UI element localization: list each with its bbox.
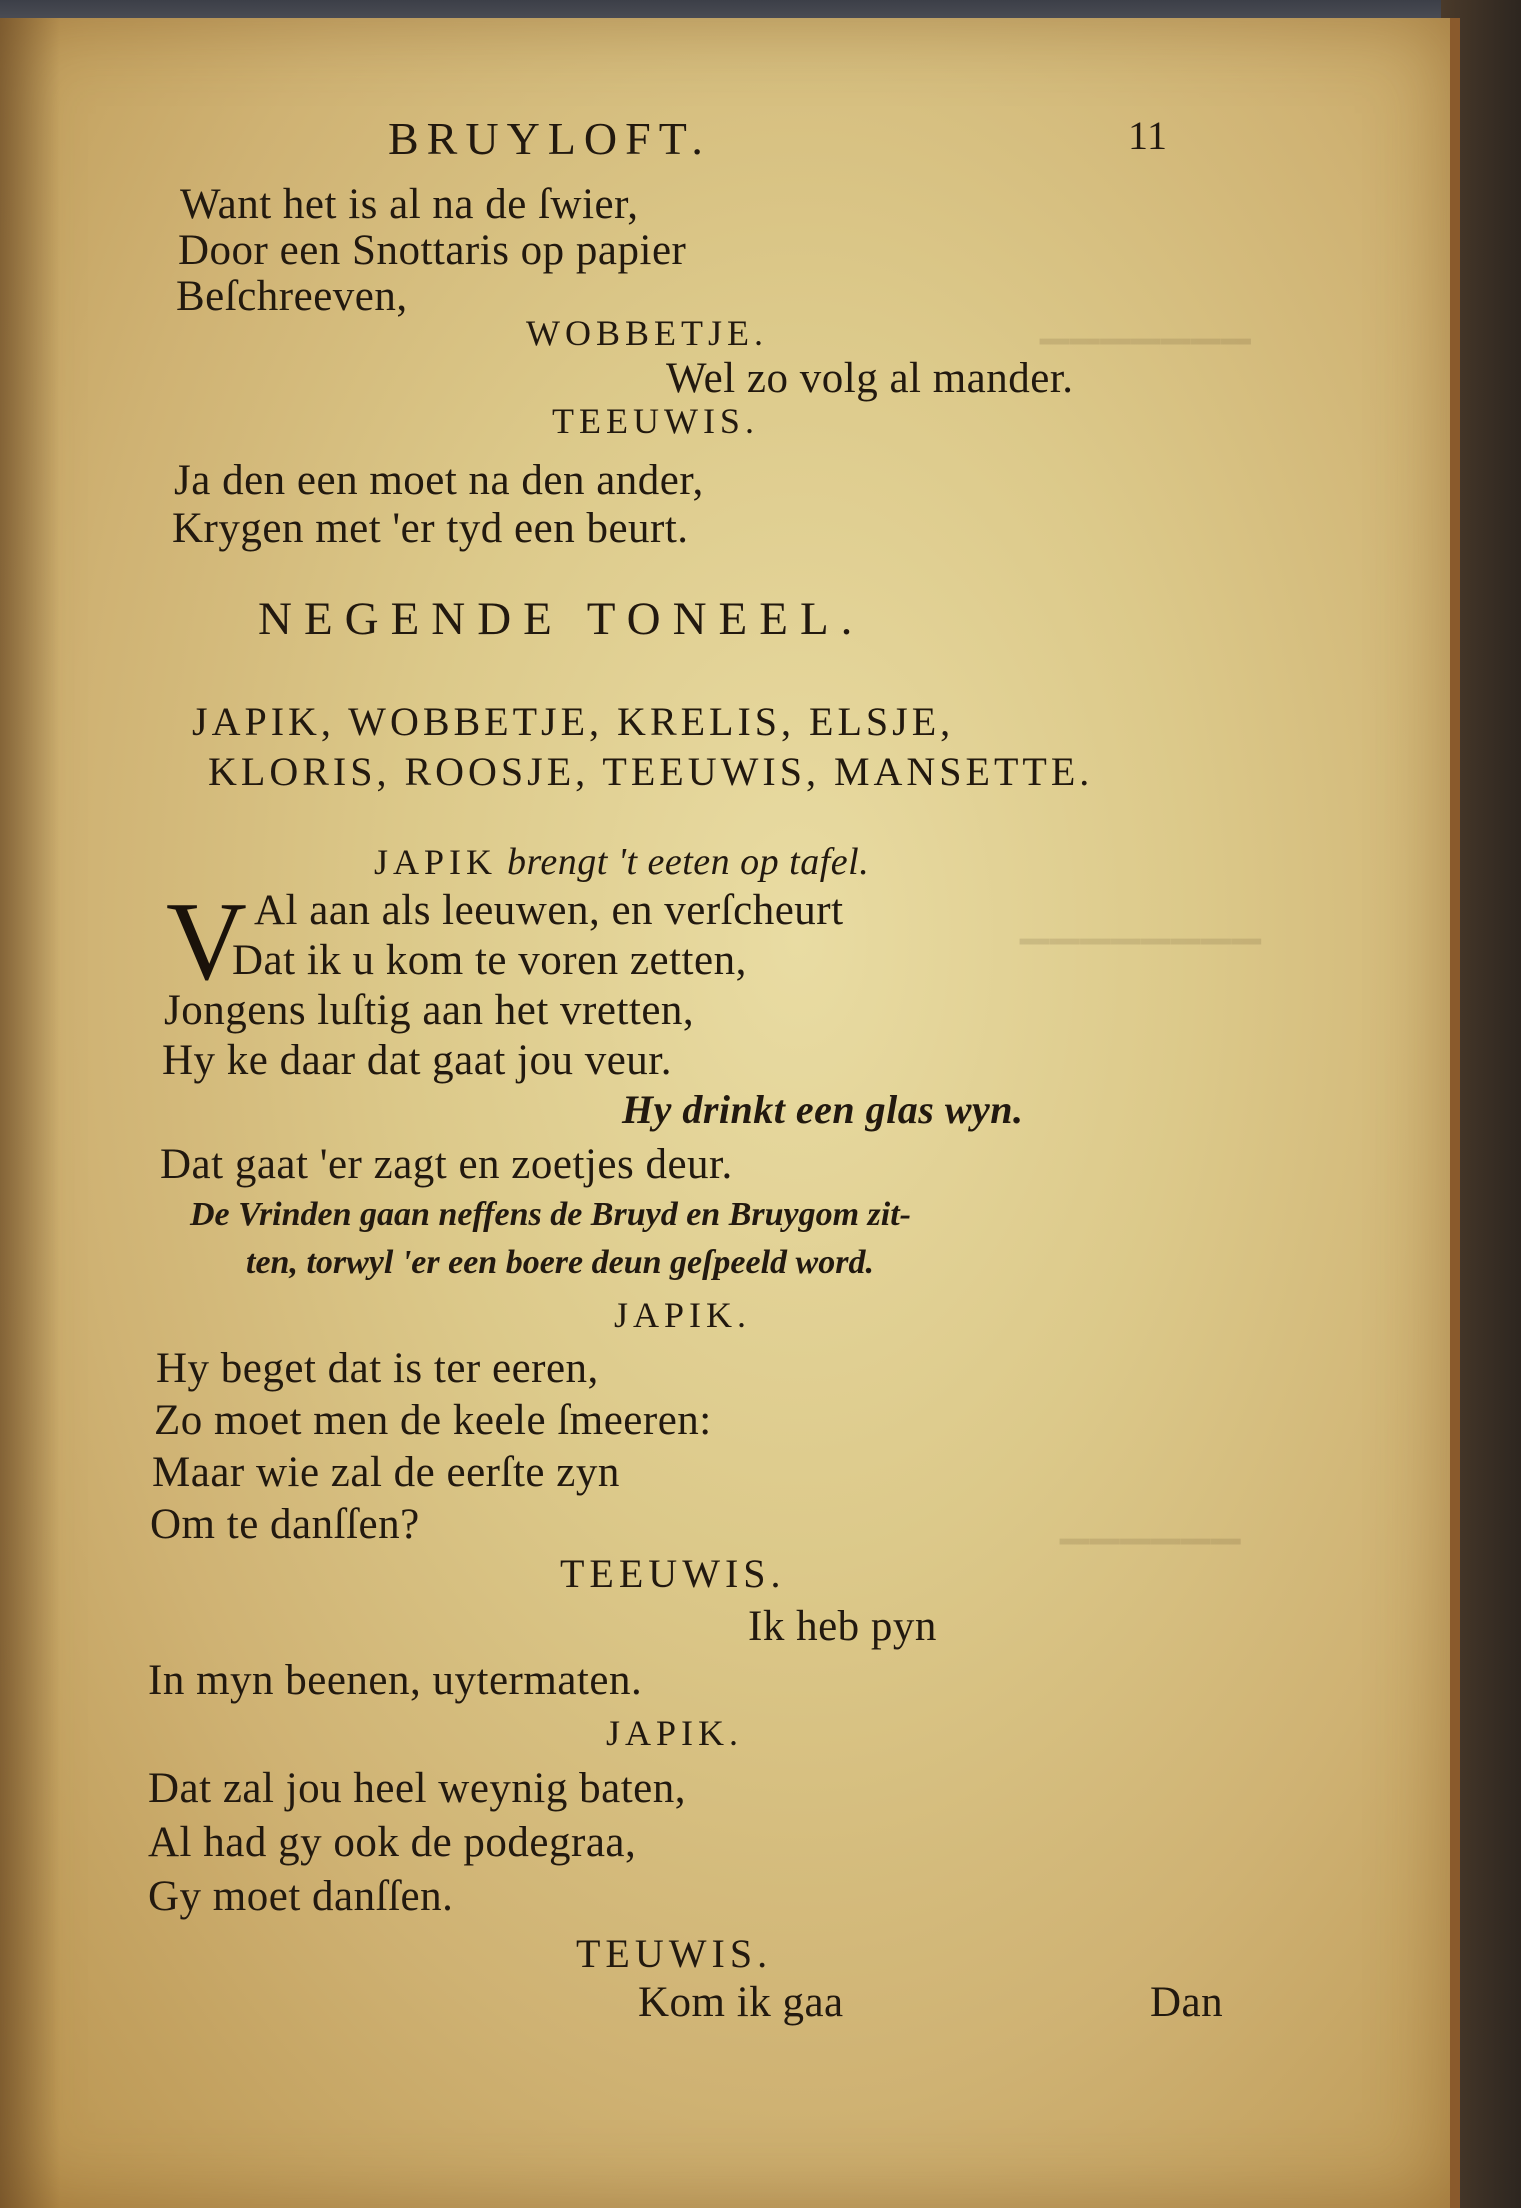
verse-line: Dat zal jou heel weynig baten,	[148, 1765, 686, 1812]
verse-line: Door een Snottaris op papier	[178, 227, 687, 274]
stage-direction	[374, 840, 869, 884]
verse-line: Krygen met 'er tyd een beurt.	[172, 505, 689, 552]
verse-line: Hy ke daar dat gaat jou veur.	[162, 1037, 673, 1084]
verse-line: Kom ik gaa	[638, 1979, 844, 2026]
stage-direction-text: brengt 't eeten op tafel.	[507, 841, 870, 883]
speaker-label: JAPIK.	[606, 1713, 744, 1753]
speaker-label: WOBBETJE.	[526, 313, 768, 353]
stage-direction: ten, torwyl 'er een boere deun geſpeeld word.	[246, 1244, 874, 1281]
verse-line: Beſchreeven,	[176, 273, 408, 320]
speaker-label: TEUWIS.	[576, 1931, 773, 1976]
verse-line: Hy beget dat is ter eeren,	[156, 1345, 599, 1392]
stage-direction-speaker: JAPIK	[374, 842, 498, 882]
speaker-label: TEEUWIS.	[552, 401, 759, 441]
verse-line: Dat gaat 'er zagt en zoetjes deur.	[160, 1141, 733, 1188]
drop-cap: V	[166, 880, 247, 1004]
stage-direction: Hy drinkt een glas wyn.	[622, 1087, 1024, 1132]
show-through: ▁▁▁▁▁▁▁▁	[1020, 902, 1262, 944]
verse-line: Al had gy ook de podegraa,	[148, 1819, 637, 1866]
verse-line: Zo moet men de keele ſmeeren:	[154, 1397, 712, 1444]
scene-heading: NEGENDE TONEEL.	[258, 593, 865, 645]
show-through: ▁▁▁▁▁▁▁	[1040, 302, 1252, 344]
running-head: BRUYLOFT.	[388, 113, 711, 164]
cast-list: JAPIK, WOBBETJE, KRELIS, ELSJE,	[192, 699, 955, 744]
verse-line: Ja den een moet na den ander,	[174, 457, 704, 504]
verse-line: Ik heb pyn	[748, 1603, 937, 1650]
verse-line: In myn beenen, uytermaten.	[148, 1657, 643, 1704]
cast-list: KLORIS, ROOSJE, TEEUWIS, MANSETTE.	[208, 749, 1094, 794]
stage-direction: De Vrinden gaan neffens de Bruyd en Bruygom zit-	[190, 1196, 912, 1233]
verse-line: Om te danſſen?	[150, 1501, 420, 1548]
show-through: ▁▁▁▁▁▁	[1060, 1502, 1242, 1544]
speaker-label: JAPIK.	[614, 1295, 752, 1335]
speaker-label: TEEUWIS.	[560, 1551, 786, 1596]
verse-line: Maar wie zal de eerſte zyn	[152, 1449, 620, 1496]
verse-line: Al aan als leeuwen, en verſcheurt	[254, 887, 844, 934]
verse-line: Dat ik u kom te voren zetten,	[232, 937, 747, 984]
verse-line: Want het is al na de ſwier,	[180, 181, 639, 228]
verse-line: Jongens luſtig aan het vretten,	[164, 987, 695, 1034]
spine-shadow	[0, 18, 60, 2208]
catchword: Dan	[1150, 1979, 1224, 2026]
page-number: 11	[1128, 113, 1168, 158]
verse-line: Gy moet danſſen.	[148, 1873, 454, 1920]
verse-line: Wel zo volg al mander.	[666, 355, 1074, 402]
